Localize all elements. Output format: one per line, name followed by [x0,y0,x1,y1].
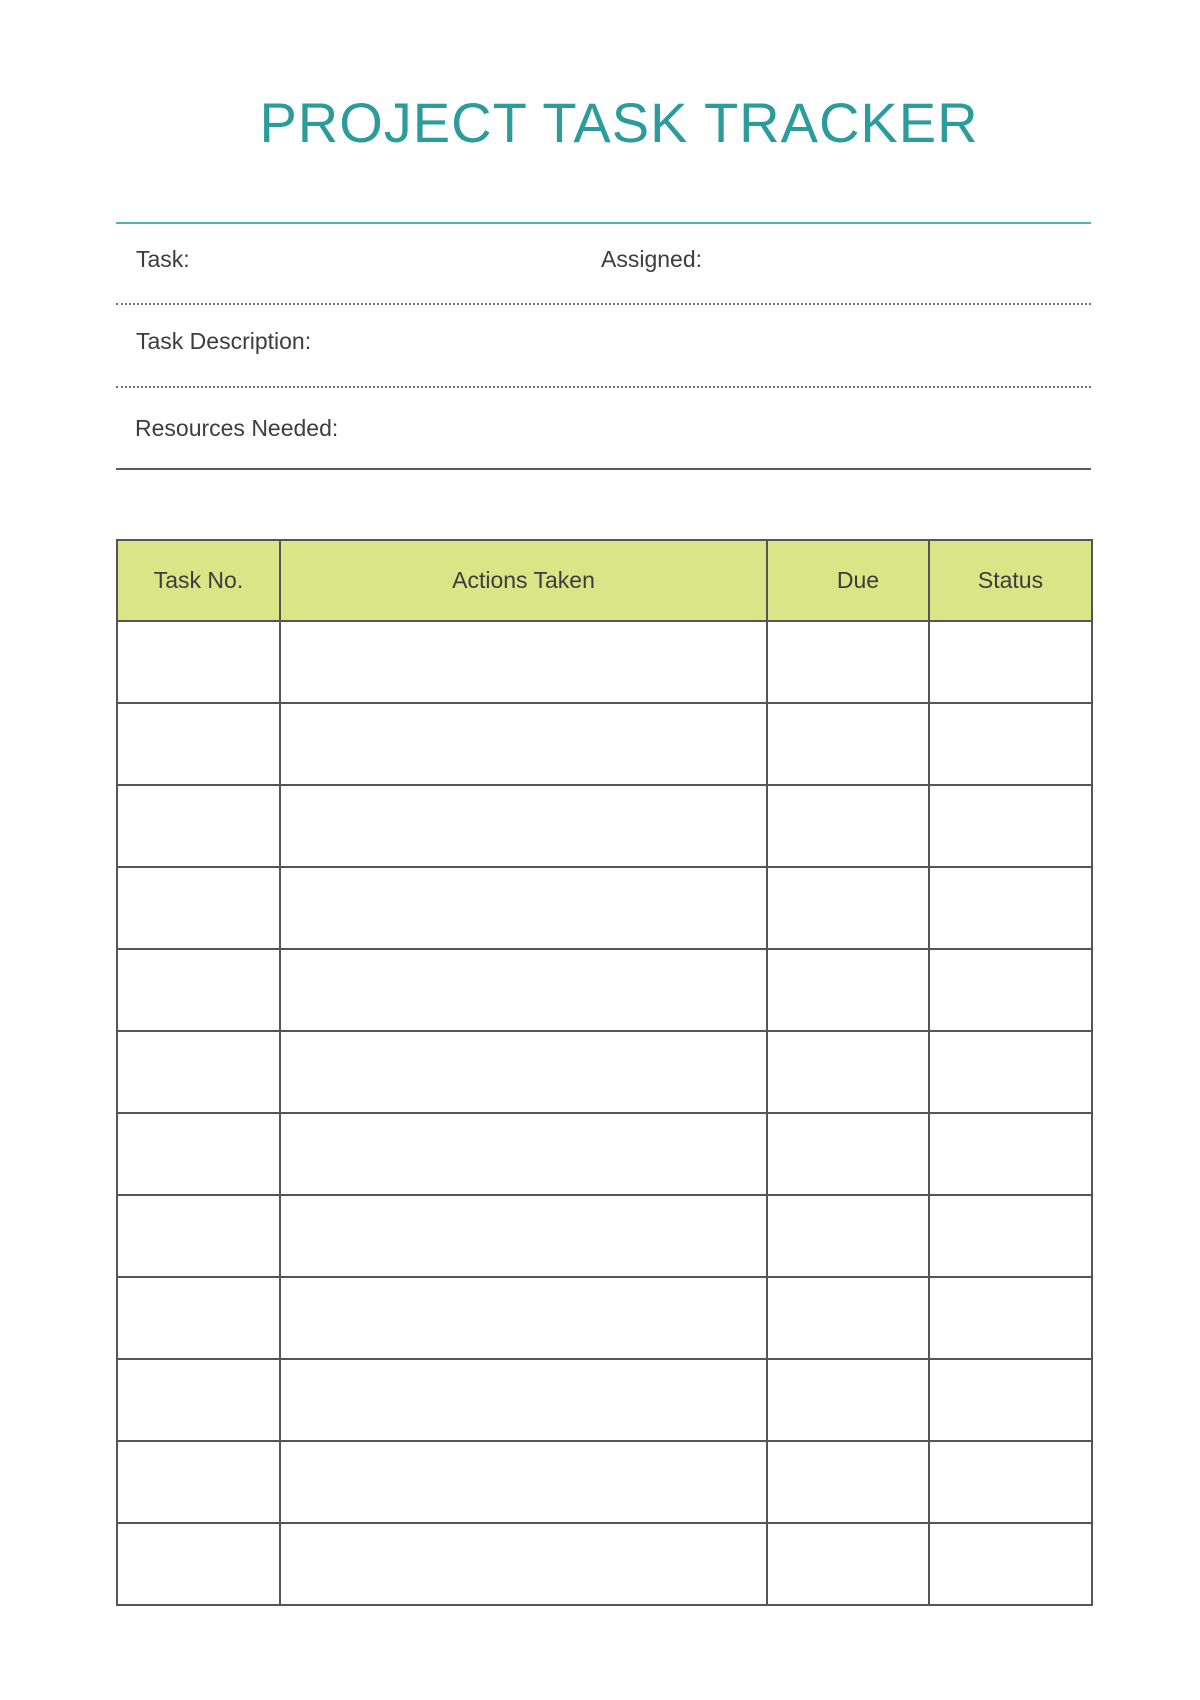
due-cell[interactable] [767,1031,929,1113]
table-row [117,867,1092,949]
header-divider [116,222,1091,224]
table-row [117,785,1092,867]
actions-taken-cell[interactable] [280,1523,767,1605]
due-cell[interactable] [767,1277,929,1359]
actions-taken-cell[interactable] [280,1195,767,1277]
actions-taken-cell[interactable] [280,785,767,867]
table-row [117,1441,1092,1523]
task-no-cell[interactable] [117,621,280,703]
due-cell[interactable] [767,867,929,949]
task-label: Task: [136,246,190,272]
status-cell[interactable] [929,1277,1092,1359]
status-cell[interactable] [929,1031,1092,1113]
status-cell[interactable] [929,1113,1092,1195]
table-row [117,949,1092,1031]
column-header-task-no: Task No. [117,540,280,621]
table-row [117,621,1092,703]
task-no-cell[interactable] [117,1113,280,1195]
task-no-cell[interactable] [117,703,280,785]
task-no-cell[interactable] [117,1031,280,1113]
status-cell[interactable] [929,867,1092,949]
assigned-label: Assigned: [601,246,703,272]
actions-taken-cell[interactable] [280,621,767,703]
table-row [117,1113,1092,1195]
page-title: PROJECT TASK TRACKER [259,91,979,154]
status-cell[interactable] [929,703,1092,785]
actions-taken-cell[interactable] [280,949,767,1031]
due-cell[interactable] [767,1359,929,1441]
table-row [117,1359,1092,1441]
actions-taken-cell[interactable] [280,1359,767,1441]
due-cell[interactable] [767,1195,929,1277]
task-description-label: Task Description: [136,328,312,354]
dotted-divider [116,386,1091,388]
task-no-cell[interactable] [117,949,280,1031]
due-cell[interactable] [767,1113,929,1195]
status-cell[interactable] [929,785,1092,867]
task-table [116,539,1093,1606]
task-no-cell[interactable] [117,867,280,949]
task-no-cell[interactable] [117,1277,280,1359]
task-no-cell[interactable] [117,1195,280,1277]
due-cell[interactable] [767,949,929,1031]
column-header-due: Due [767,540,929,621]
due-cell[interactable] [767,621,929,703]
resources-needed-label: Resources Needed: [135,415,339,441]
actions-taken-cell[interactable] [280,1113,767,1195]
column-header-status: Status [929,540,1092,621]
dotted-divider [116,303,1091,305]
status-cell[interactable] [929,949,1092,1031]
actions-taken-cell[interactable] [280,1277,767,1359]
status-cell[interactable] [929,621,1092,703]
actions-taken-cell[interactable] [280,703,767,785]
table-row [117,1195,1092,1277]
actions-taken-cell[interactable] [280,1441,767,1523]
table-row [117,1523,1092,1605]
due-cell[interactable] [767,703,929,785]
table-row [117,1277,1092,1359]
column-header-actions-taken: Actions Taken [280,540,767,621]
status-cell[interactable] [929,1359,1092,1441]
table-row [117,1031,1092,1113]
status-cell[interactable] [929,1441,1092,1523]
actions-taken-cell[interactable] [280,1031,767,1113]
task-no-cell[interactable] [117,1441,280,1523]
status-cell[interactable] [929,1523,1092,1605]
due-cell[interactable] [767,1441,929,1523]
table-header-row [117,540,1092,621]
table-row [117,703,1092,785]
table-body [117,621,1092,1605]
task-no-cell[interactable] [117,785,280,867]
task-no-cell[interactable] [117,1523,280,1605]
actions-taken-cell[interactable] [280,867,767,949]
task-no-cell[interactable] [117,1359,280,1441]
section-divider [116,468,1091,470]
status-cell[interactable] [929,1195,1092,1277]
due-cell[interactable] [767,785,929,867]
due-cell[interactable] [767,1523,929,1605]
